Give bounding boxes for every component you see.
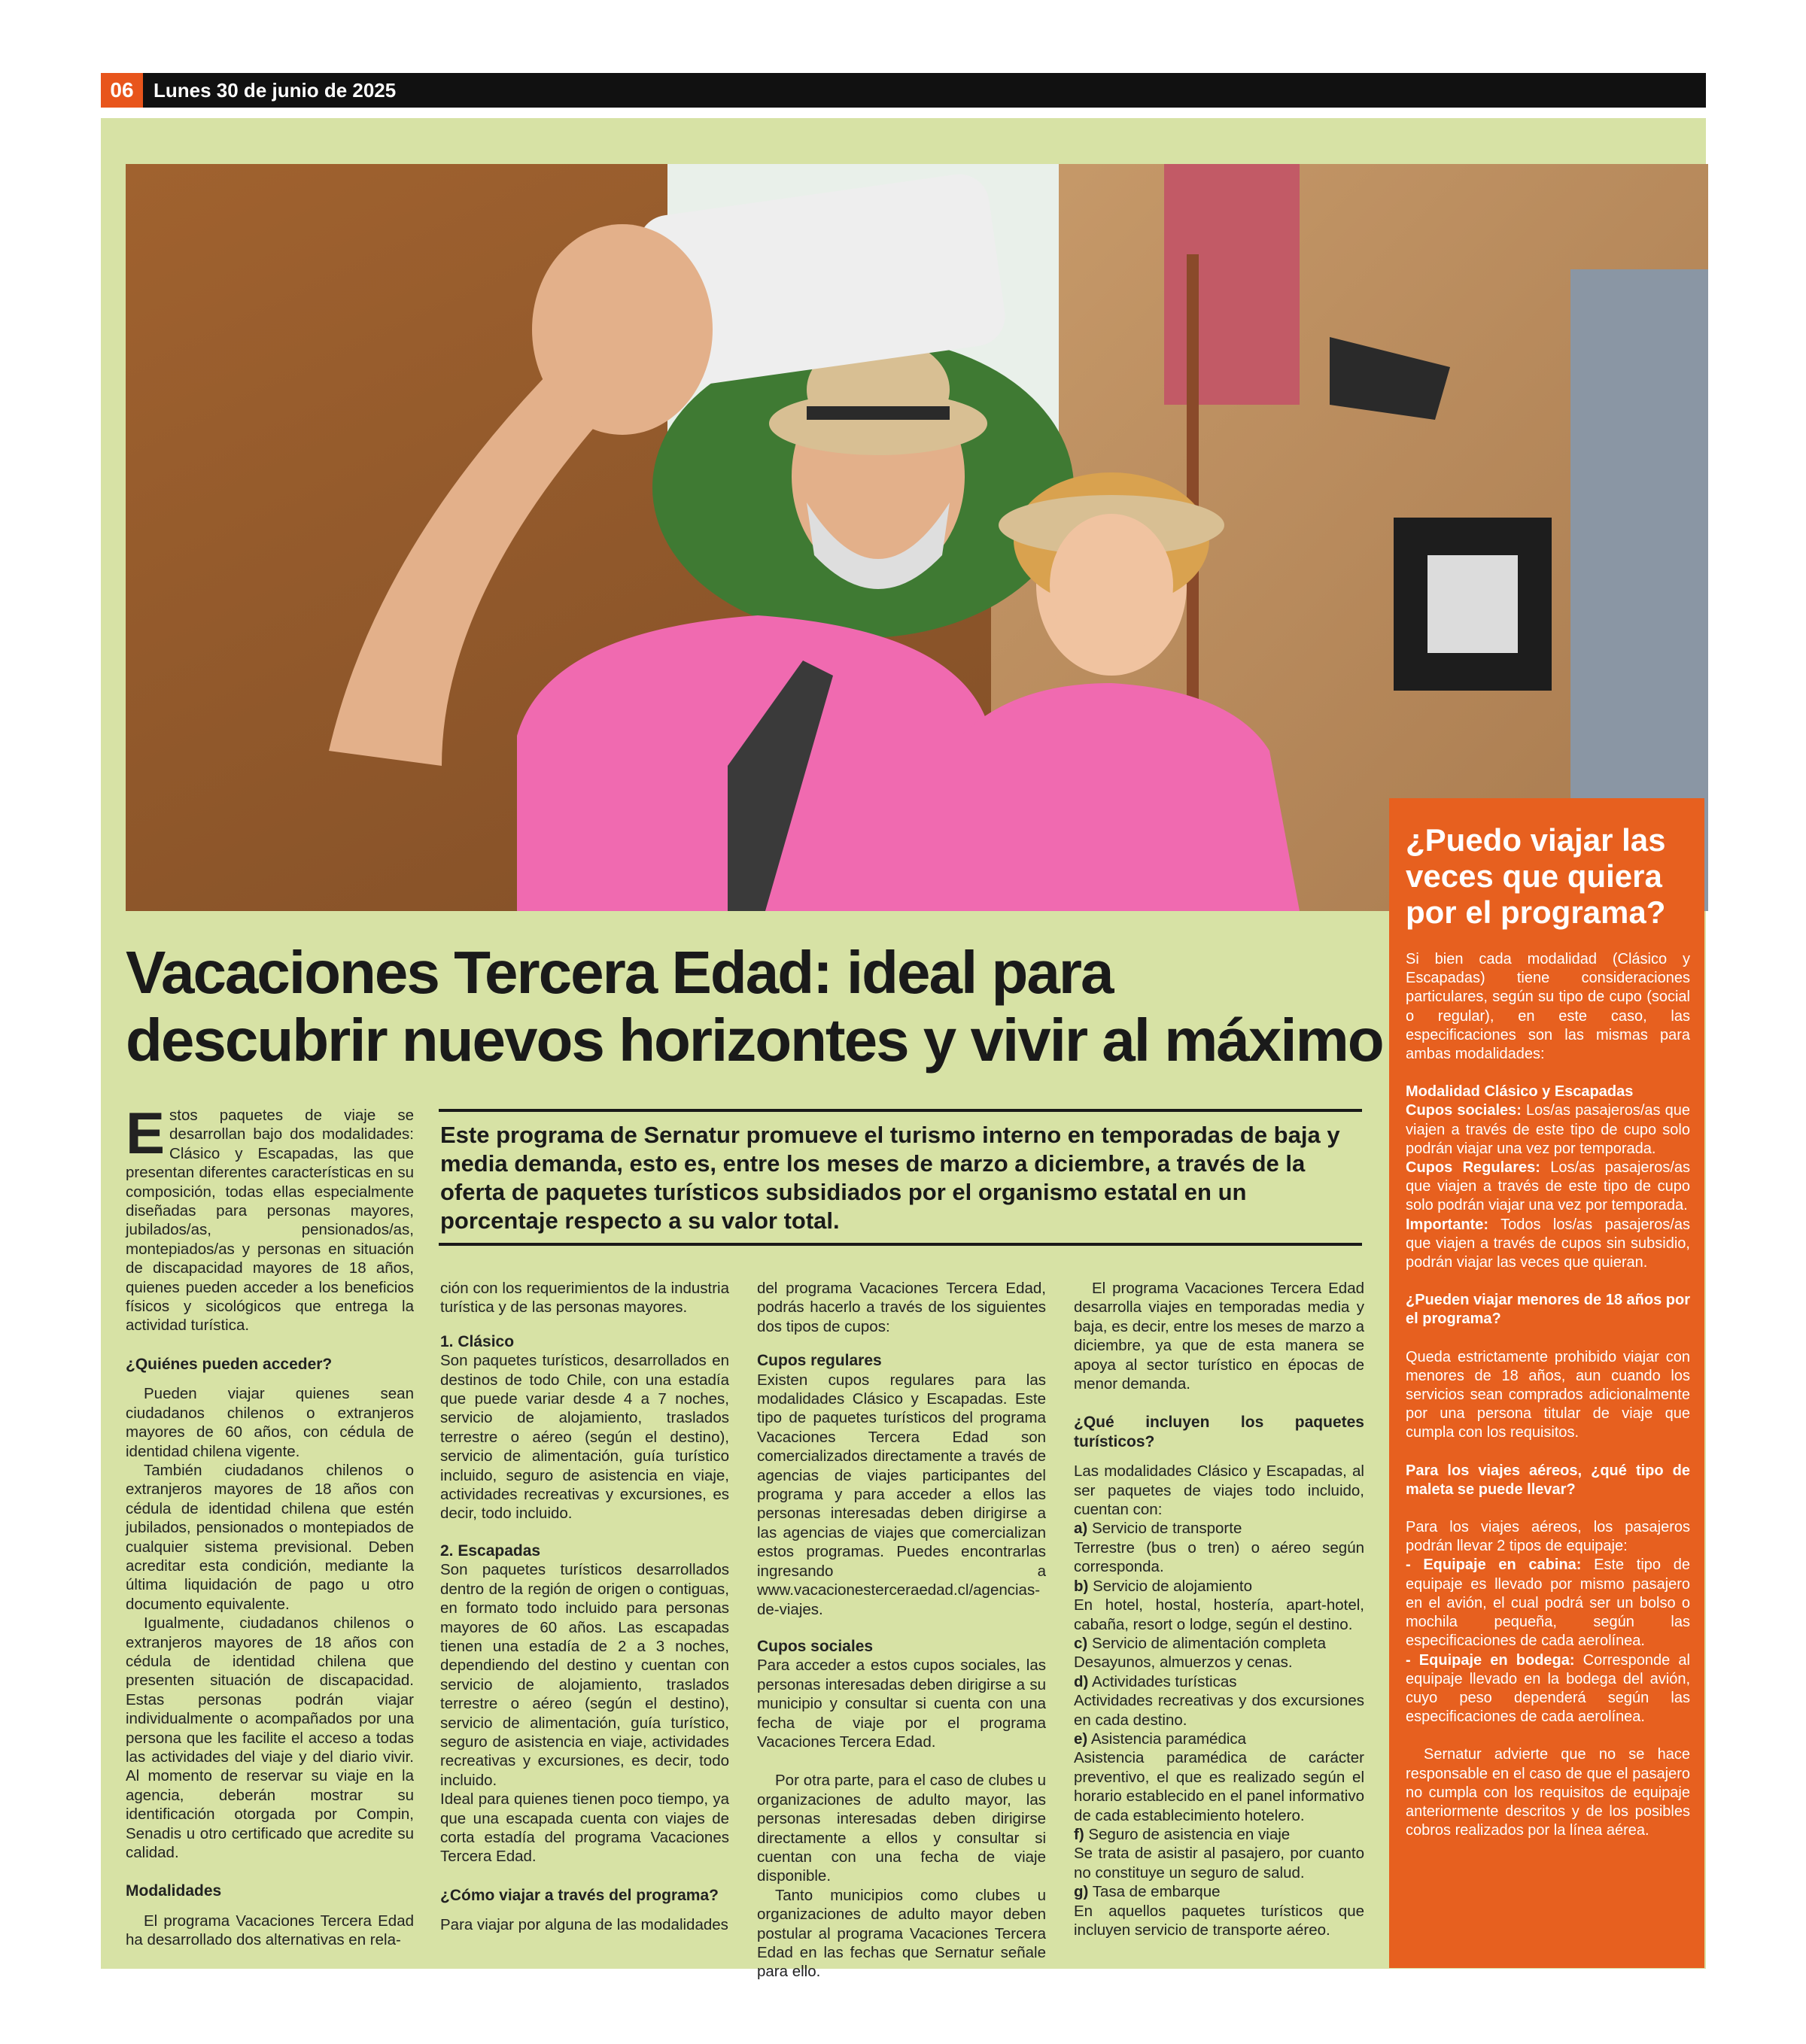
- article-column-4: [1074, 1279, 1364, 1939]
- paragraph: Son paquetes turísticos, desarrollados en destinos de todo Chile, con una estadía que puede variar desde 4 a 7 noches, servicio de alojamiento, traslados terrestre o aéreo (según el destino), servicio de alimentación, guía turístico incluido, seguro de asistencia en viaje, actividades recreativas y excursiones, es decir, todo incluido.: [440, 1352, 729, 1523]
- paragraph: Igualmente, ciudadanos chilenos o extranjeros mayores de 18 años con cédula de identidad chilena que presenten situación de discapacidad. Estas personas podrán viajar individualmente o acompañados por una persona que les facilite el acceso a todas las actividades del viaje y del diario vivir. Al momento de reservar su viaje en la agencia, deberán mostrar su identificación otorgada por Compin, Senadis u otro certificado que acredite su calidad.: [126, 1614, 414, 1862]
- paragraph: Tanto municipios como clubes u organizaciones de adulto mayor deben postular al programa Vacaciones Tercera Edad en las fechas que Sernatur señale para ello.: [757, 1886, 1046, 1981]
- paragraph: El programa Vacaciones Tercera Edad desarrolla viajes en temporadas media y baja, es decir, entre los meses de marzo a diciembre, ya que de esta manera se apoya al sector turístico en épocas de menor demanda.: [1074, 1280, 1364, 1393]
- page-header-bar: [101, 73, 1706, 108]
- sidebar-box: [1389, 798, 1704, 1968]
- paragraph: Para acceder a estos cupos sociales, las personas interesadas deben dirigirse a su municipio y consultar si cuenta con una fecha de viaje por el programa Vacaciones Tercera Edad.: [757, 1657, 1046, 1751]
- headline-line-1: Vacaciones Tercera Edad: ideal para: [126, 939, 1113, 1006]
- drop-cap: E: [126, 1100, 166, 1166]
- paragraph: Por otra parte, para el caso de clubes u organizaciones de adulto mayor, las personas interesadas deben dirigirse directamente a ellos y consultar si cuentan con una fecha de viaje disponible.: [757, 1772, 1046, 1885]
- sidebar-question-title: ¿Puedo viajar las veces que quiera por el programa?: [1406, 822, 1666, 930]
- paragraph: El programa Vacaciones Tercera Edad ha desarrollado dos alternativas en rela-: [126, 1912, 414, 1949]
- subhead-cupos-sociales: Cupos sociales: [757, 1637, 874, 1655]
- paragraph: Para viajar por alguna de las modalidades: [440, 1916, 728, 1934]
- paragraph: Las modalidades Clásico y Escapadas, al ser paquetes de viajes todo incluido, cuentan con:: [1074, 1462, 1364, 1519]
- sidebar-intro: Si bien cada modalidad (Clásico y Escapadas) tiene consideraciones particulares, según su tipo de cupo (social o regular), en este caso, las especificaciones son las mismas para ambas modalidades:: [1406, 951, 1690, 1063]
- headline-line-2: descubrir nuevos horizontes y vivir al máximo: [126, 1007, 1383, 1074]
- list-item: e) Asistencia paramédica Asistencia paramédica de carácter preventivo, el que es realizado según el horario establecido en el panel informativo de cada establecimiento hotelero.: [1074, 1730, 1364, 1824]
- subhead-quienes: ¿Quiénes pueden acceder?: [126, 1355, 333, 1373]
- subhead-como-viajar: ¿Cómo viajar a través del programa?: [440, 1886, 719, 1904]
- sidebar-item: Cupos Regulares: Los/as pasajeros/as que viajen a través de este tipo de cupo solo podrán viajar una vez por temporada.: [1406, 1159, 1690, 1214]
- article-column-3: [757, 1279, 1046, 1982]
- article-column-2: [440, 1279, 729, 1935]
- paragraph: También ciudadanos chilenos o extranjeros mayores de 18 años con cédula de identidad chilena que estén jubilados, pensionados o montepiados de cualquier sistema previsional. Deben acreditar esta condición, mediante la última liquidación de pago u otro documento equivalente.: [126, 1461, 414, 1613]
- sidebar-item: - Equipaje en cabina: Este tipo de equipaje es llevado por mismo pasajero en el avión, el cual podrá ser un bolso o mochila pequeña, según las especificaciones de cada aerolínea.: [1406, 1557, 1690, 1650]
- subhead-cupos-regulares: Cupos regulares: [757, 1352, 882, 1370]
- article-column-1: [126, 1100, 414, 1950]
- subhead-modalidades: Modalidades: [126, 1882, 222, 1900]
- intro-paragraph: Estos paquetes de viaje se desarrollan bajo dos modalidades: Clásico y Escapadas, las que presentan diferentes características en su composición, todas ellas especialmente diseñadas para personas mayores, jubilados/as, pensionados/as, montepiados/as y personas en situación de discapacidad mayores de 18 años, quienes pueden acceder a los beneficios físicos y sicológicos que entrega la actividad turística.: [126, 1100, 414, 1335]
- included-list: [1074, 1519, 1364, 1939]
- sidebar-closing: Sernatur advierte que no se hace responsable en el caso de que el pasajero no cumpla con los requisitos de equipaje anteriormente descritos y de los posibles cobros realizados por la línea aérea.: [1406, 1746, 1690, 1839]
- subhead-escapadas: 2. Escapadas: [440, 1541, 541, 1560]
- sidebar-paragraph: Para los viajes aéreos, los pasajeros podrán llevar 2 tipos de equipaje:: [1406, 1519, 1690, 1555]
- paragraph: del programa Vacaciones Tercera Edad, podrás hacerlo a través de los siguientes dos tipos de cupos:: [757, 1280, 1046, 1335]
- sidebar-subhead: Modalidad Clásico y Escapadas: [1406, 1083, 1634, 1101]
- sidebar-subhead: Para los viajes aéreos, ¿qué tipo de maleta se puede llevar?: [1406, 1462, 1690, 1498]
- sidebar-body: [1406, 950, 1690, 1840]
- paragraph: Existen cupos regulares para las modalidades Clásico y Escapadas. Este tipo de paquetes turísticos del programa Vacaciones Tercera Edad son comercializados directamente a través de agencias de viajes participantes del programa y para acceder a ellos las personas interesadas deben dirigirse a las agencias de viajes que comercializan estos programas. Puedes encontrarlas ingresando a www.vacacionesterceraedad.cl/agencias-de-viajes.: [757, 1371, 1046, 1618]
- list-item: g) Tasa de embarque En aquellos paquetes turísticos que incluyen servicio de transporte aéreo.: [1074, 1883, 1364, 1939]
- subhead-que-incluyen: ¿Qué incluyen los paquetes turísticos?: [1074, 1414, 1364, 1450]
- sidebar-item: Importante: Todos los/as pasajeros/as que viajen a través de cupos sin subsidio, podrán viajar las veces que quieran.: [1406, 1216, 1690, 1271]
- publication-date: Lunes 30 de junio de 2025: [154, 79, 397, 102]
- list-item: c) Servicio de alimentación completa Desayunos, almuerzos y cenas.: [1074, 1634, 1327, 1672]
- paragraph: ción con los requerimientos de la industria turística y de las personas mayores.: [440, 1280, 729, 1317]
- paragraph: Pueden viajar quienes sean ciudadanos chilenos o extranjeros mayores de 60 años, con cédula de identidad chilena vigente.: [126, 1385, 414, 1460]
- sidebar-item: Cupos sociales: Los/as pasajeros/as que viajen a través de este tipo de cupo solo podrán viajar una vez por temporada.: [1406, 1102, 1690, 1157]
- lead-rule-bottom: [439, 1243, 1362, 1246]
- list-item: f) Seguro de asistencia en viaje Se trata de asistir al pasajero, por cuanto no constituye un seguro de salud.: [1074, 1825, 1364, 1882]
- paragraph: Ideal para quienes tienen poco tiempo, ya que una escapada cuenta con viajes de corta estadía del programa Vacaciones Tercera Edad.: [440, 1790, 729, 1866]
- page-number: 06: [101, 73, 143, 108]
- lead-rule-top: [439, 1109, 1362, 1112]
- paragraph: Son paquetes turísticos desarrollados dentro de la región de origen o contiguas, en formato todo incluido para personas mayores de 60 años. Las escapadas tienen una estadía de 2 a 3 noches, dependiendo del destino y cuentan con servicio de alojamiento, traslados terrestre o aéreo (según el destino), servicio de alimentación, guía turístico, seguro de asistencia en viaje, actividades recreativas y excursiones, es decir, todo incluido.: [440, 1561, 729, 1789]
- list-item: a) Servicio de transporte Terrestre (bus o tren) o aéreo según corresponda.: [1074, 1520, 1364, 1576]
- list-item: d) Actividades turísticas Actividades recreativas y dos excursiones en cada destino.: [1074, 1672, 1364, 1729]
- sidebar-subhead: ¿Pueden viajar menores de 18 años por el programa?: [1406, 1292, 1690, 1328]
- subhead-clasico: 1. Clásico: [440, 1332, 515, 1350]
- sidebar-paragraph: Queda estrictamente prohibido viajar con menores de 18 años, aun cuando los servicios sean comprados adicionalmente por una persona titular de viaje que cumpla con los requisitos.: [1406, 1348, 1690, 1441]
- sidebar-item: - Equipaje en bodega: Corresponde al equipaje llevado en la bodega del avión, cuyo peso dependerá según las especificaciones de cada aerolínea.: [1406, 1651, 1690, 1726]
- lead-paragraph: Este programa de Sernatur promueve el turismo interno en temporadas de baja y media demanda, esto es, entre los meses de marzo a diciembre, a través de la oferta de paquetes turísticos subsidiados por el organismo estatal en un porcentaje respecto a su valor total.: [440, 1122, 1340, 1234]
- list-item: b) Servicio de alojamiento En hotel, hostal, hostería, apart-hotel, cabaña, resort o lodge, según el destino.: [1074, 1577, 1364, 1633]
- headline: [126, 939, 1390, 1074]
